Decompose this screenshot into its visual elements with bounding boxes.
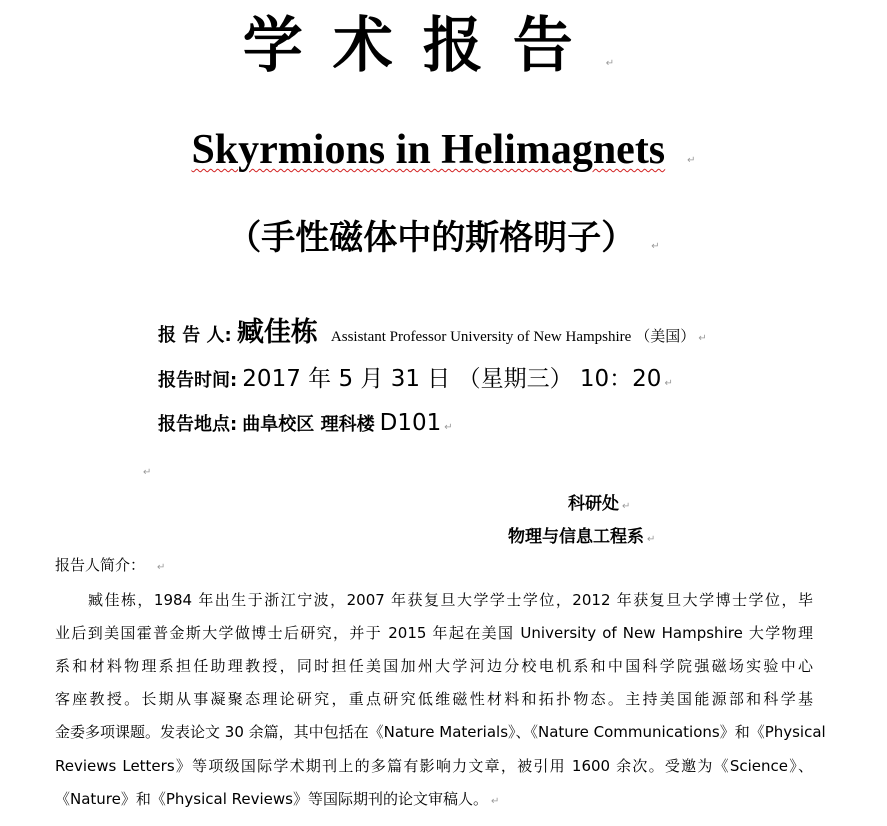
talk-title-cn-text: （手性磁体中的斯格明子） bbox=[227, 218, 636, 258]
location-label: 报告地点: bbox=[158, 414, 238, 435]
speaker-label: 报 告 人: bbox=[158, 325, 232, 346]
paragraph-mark-icon: ↵ bbox=[491, 796, 500, 807]
talk-title-en-text: Skyrmions in Helimagnets bbox=[191, 127, 666, 173]
organizer-1 bbox=[568, 489, 630, 514]
paragraph-mark-icon: ↵ bbox=[444, 422, 453, 433]
bio-line: 臧佳栋，1984 年出生于浙江宁波，2007 年获复旦大学学士学位，2012 年获复旦大学博士学位，毕 bbox=[88, 591, 813, 609]
location-row bbox=[158, 410, 453, 436]
paragraph-mark-icon: ↵ bbox=[698, 333, 707, 344]
bio-line-last-text: 《Nature》和《Physical Reviews》等国际期刊的论文审稿人。 bbox=[55, 790, 488, 808]
time-row bbox=[158, 360, 673, 393]
paragraph-mark-icon: ↵ bbox=[647, 534, 656, 545]
speaker-row bbox=[158, 310, 707, 349]
talk-title-cn bbox=[0, 214, 887, 271]
speaker-name: 臧佳栋 bbox=[236, 317, 318, 348]
talk-title-en bbox=[0, 124, 887, 187]
location-room: D101 bbox=[379, 410, 442, 436]
paragraph-mark-icon: ↵ bbox=[687, 155, 696, 166]
speaker-country: （美国） bbox=[635, 329, 696, 345]
bio-line-last bbox=[55, 789, 499, 812]
bio-line: 业后到美国霍普金斯大学做博士后研究，并于 2015 年起在美国 University of New Hampshire 大学物理 bbox=[55, 624, 813, 642]
organizer-1-text: 科研处 bbox=[568, 494, 619, 514]
bio-line: 金委多项课题。发表论文 30 余篇，其中包括在《Nature Materials》、《Nature Communications》和《Physical bbox=[55, 723, 826, 741]
page-title-text: 学术报告 bbox=[242, 11, 603, 81]
paragraph-mark-icon: ↵ bbox=[622, 501, 631, 512]
paragraph-mark-icon: ↵ bbox=[651, 241, 660, 252]
time-value: 2017 年 5 月 31 日 （星期三） 10：20 bbox=[242, 366, 662, 392]
organizer-2-text: 物理与信息工程系 bbox=[508, 527, 644, 547]
bio-line: 客座教授。长期从事凝聚态理论研究，重点研究低维磁性材料和拓扑物态。主持美国能源部和科学基 bbox=[55, 690, 813, 708]
empty-paragraph bbox=[143, 460, 151, 479]
paragraph-mark-icon: ↵ bbox=[157, 562, 166, 573]
page-title bbox=[0, 10, 887, 100]
bio-heading-text: 报告人简介： bbox=[55, 556, 146, 574]
paragraph-mark-icon: ↵ bbox=[664, 378, 673, 389]
location-value: 曲阜校区 理科楼 bbox=[242, 414, 375, 435]
speaker-affiliation: Assistant Professor University of New Hampshire bbox=[330, 329, 632, 345]
paragraph-mark-icon: ↵ bbox=[143, 467, 152, 478]
bio-heading bbox=[55, 554, 165, 575]
bio-line: Reviews Letters》等项级国际学术期刊上的多篇有影响力文章，被引用 1600 余次。受邀为《Science》、 bbox=[55, 757, 813, 775]
bio-line: 系和材料物理系担任助理教授，同时担任美国加州大学河边分校电机系和中国科学院强磁场实验中心 bbox=[55, 657, 813, 675]
organizer-2 bbox=[508, 522, 655, 547]
paragraph-mark-icon: ↵ bbox=[605, 58, 645, 69]
time-label: 报告时间: bbox=[158, 370, 238, 391]
